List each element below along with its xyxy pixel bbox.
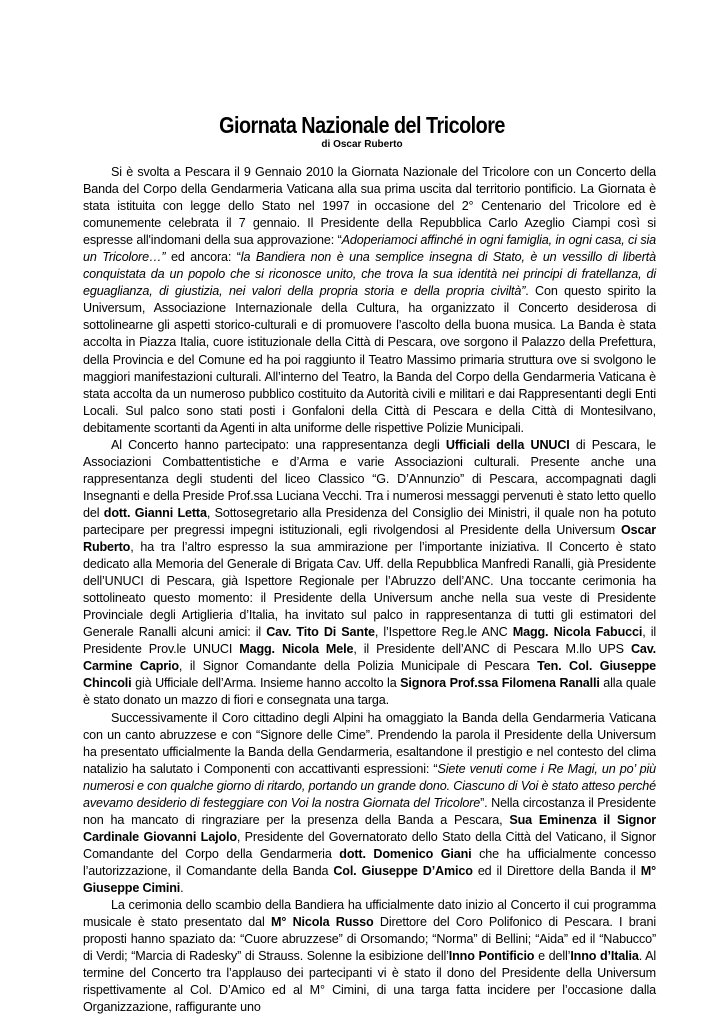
bold-text: Inno d’Italia [570, 949, 639, 964]
text-run: , Presidente del Governatorato dello Stato della Città del Vaticano, il Signor Comandante del Corpo della Gendarmeria [83, 829, 656, 861]
bold-text: Col. Giuseppe D’Amico [333, 863, 473, 878]
paragraph [83, 710, 656, 898]
text-run: alla quale è stato donato un mazzo di fiori e consegnata una targa. [83, 676, 656, 708]
paragraph [83, 437, 656, 710]
text-run: già Ufficiale dell’Arma. Insieme hanno accolto la [131, 676, 401, 691]
text-run: . Al termine del Concerto tra l’applauso dei partecipanti vi è stato il dono del Presidente della Universum rispettivamente al Col. D’Amico ed al M° Cimini, di una targa fatta incidere per l’occasione dalla Organizzazione, raffigurante uno [83, 949, 656, 1015]
bold-text: dott. Gianni Letta [103, 505, 207, 520]
bold-text: M° Nicola Russo [271, 915, 374, 930]
text-run: , il Presidente Prov.le UNUCI [83, 625, 657, 657]
italic-quote: Siete venuti come i Re Magi, un po’ più numerosi e con qualche giorno di ritardo, portando un grande dono. Ciascuno di Voi è stato atteso perché avevamo desiderio di festeggiare con Voi la nostra Giornata del Tricolore [83, 761, 656, 810]
bold-text: Cav. Carmine Caprio [83, 642, 657, 674]
text-run: . Con questo spirito la Universum, Associazione Internazionale della Cultura, ha organizzato il Concerto desiderosa di sottolinearne gli aspetti storico-culturali e di promuovere l’ascolto della buona musica. La Banda è stata accolta in Piazza Italia, cuore istituzionale della Città di Pescara, ove sorgono il Palazzo della Prefettura, della Provincia e del Comune ed ha poi raggiunto il Teatro Massimo primaria struttura ove si svolgono le maggiori manifestazioni culturali. All’interno del Teatro, la Banda del Corpo della Gendarmeria Vaticana è stata accolta da un numeroso pubblico costituito da Autorità civili e militari e dai Rappresentanti degli Enti Locali. Sul palco sono stati posti i Gonfaloni della Città di Pescara e della Città di Montesilvano, debitamente scortanti da Agenti in alta uniforme delle rispettive Polizie Municipali. [83, 284, 656, 435]
bold-text: M° Giuseppe Cimini [83, 863, 656, 895]
text-run: , Sottosegretario alla Presidenza del Consiglio dei Ministri, il quale non ha potuto partecipare per pregressi impegni istituzionali, egli rivolgendosi al Presidente della Universum [83, 505, 656, 537]
bold-text: Ufficiali della UNUCI [445, 437, 570, 452]
text-run: ed ancora: “ [165, 250, 241, 265]
text-run: Si è svolta a Pescara il 9 Gennaio 2010 la Giornata Nazionale del Tricolore con un Concerto della Banda del Corpo della Gendarmeria Vaticana alla sua prima uscita dal territorio pontificio. La Giornata è stata istituita con legge dello Stato nel 1997 in occasione del 2° Centenario del Tricolore ed è comunemente celebrata il 7 gennaio. Il Presidente della Repubblica Carlo Azeglio Ciampi così si espresse all'indomani della sua approvazione: “ [83, 165, 656, 248]
text-run: , il Signor Comandante della Polizia Municipale di Pescara [178, 659, 538, 674]
text-run: , l’Ispettore Reg.le ANC [374, 625, 513, 640]
text-run: che ha ufficialmente concesso l’autorizzazione, il Comandante della Banda [83, 846, 657, 878]
text-run: Direttore del Coro Polifonico di Pescara. I brani proposti hanno spaziato da: “Cuore abruzzese” di Orsomando; “Norma” di Bellini; “Aida” ed il “Nabucco” di Verdi; “Marcia di Radesky” di Strauss. Solenne la esibizione dell’ [83, 915, 656, 964]
text-run: . [180, 880, 184, 895]
article-title: Giornata Nazionale del Tricolore [219, 112, 505, 138]
bold-text: Oscar Ruberto [83, 522, 656, 555]
bold-text: Inno Pontificio [448, 949, 535, 964]
article-author: di Oscar Ruberto [321, 139, 403, 150]
text-run: Al Concerto hanno partecipato: una rappresentanza degli [111, 437, 446, 452]
article-body [83, 164, 656, 1016]
text-run: di Pescara, le Associazioni Combattentistiche e d’Arma e varie Associazioni culturali. Presente anche una rappresentanza degli studenti del liceo Classico “G. D’Annunzio” di Pescara, accompagnati dagli Insegnanti e della Preside Prof.ssa Luciana Vecchi. Tra i numerosi messaggi pervenuti è stato letto quello del [83, 437, 656, 520]
paragraph [83, 897, 656, 1016]
text-run: , ha tra l’altro espresso la sua ammirazione per l’importante iniziativa. Il Concerto è stato dedicato alla Memoria del Generale di Brigata Cav. Uff. della Repubblica Manfredi Ranalli, già Presidente dell’UNUCI di Pescara, già Ispettore Regionale per l’Abruzzo dell’ANC. Una toccante cerimonia ha sottolineato questo momento: il Presidente della Universum anche nella sua veste di Presidente Provinciale degli Artiglieria d’Italia, ha invitato sul palco in rappresentanza di tutti gli estimatori del Generale Ranalli alcuni amici: il [83, 540, 656, 640]
bold-text: dott. Domenico Giani [339, 846, 472, 861]
article-header [0, 111, 724, 151]
bold-text: Ten. Col. Giuseppe Chincoli [83, 659, 656, 691]
text-run: Successivamente il Coro cittadino degli Alpini ha omaggiato la Banda della Gendarmeria Vaticana con un canto abruzzese e con “Signore delle Cime”. Prendendo la parola il Presidente della Universum ha presentato ufficialmente la Banda della Gendarmeria, esaltandone il prestigio e nel contesto del clima natalizio ha salutato i Componenti con accattivanti espressioni: “ [83, 710, 656, 776]
text-run: , il Presidente dell’ANC di Pescara M.llo UPS [353, 642, 631, 657]
italic-quote: la Bandiera non è una semplice insegna di Stato, è un vessillo di libertà conquistata da un popolo che si riconosce unito, che trova la sua identità nei principi di fratellanza, di eguaglianza, di giustizia, nei valori della propria storia e della propria civiltà” [83, 250, 657, 299]
bold-text: Cav. Tito Di Sante [266, 625, 375, 640]
bold-text: Magg. Nicola Fabucci [512, 625, 643, 640]
paragraph [83, 164, 656, 437]
text-run: ”. Nella circostanza il Presidente non ha mancato di ringraziare per la presenza della Banda a Pescara, [83, 795, 656, 827]
italic-quote: Adoperiamoci affinché in ogni famiglia, in ogni casa, ci sia un Tricolore…” [83, 233, 657, 265]
bold-text: Magg. Nicola Mele [239, 642, 354, 657]
text-run: e dell’ [534, 949, 571, 964]
bold-text: Sua Eminenza il Signor Cardinale Giovanni Lajolo [83, 812, 656, 844]
text-run: La cerimonia dello scambio della Bandiera ha ufficialmente dato inizio al Concerto il cui programma musicale è stato presentato dal [83, 898, 656, 930]
text-run: ed il Direttore della Banda il [472, 863, 641, 878]
bold-text: Signora Prof.ssa Filomena Ranalli [400, 676, 600, 691]
